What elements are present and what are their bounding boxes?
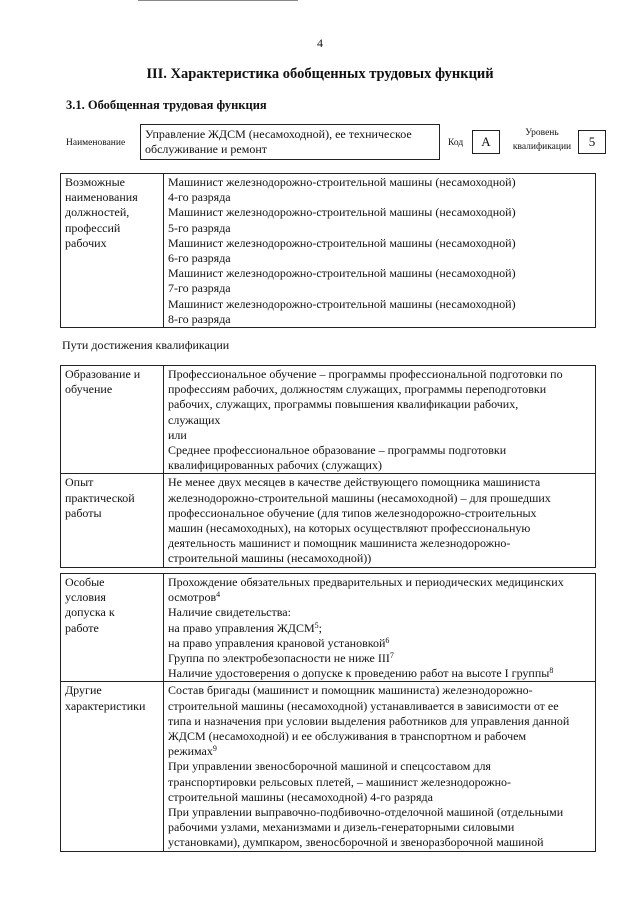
text-line: При управлении выправочно-подбивочно-отделочной машиной (отдельными — [168, 805, 564, 820]
text-line: Наличие свидетельства: — [168, 605, 291, 620]
text-line: Машинист железнодорожно-строительной машины (несамоходной) — [168, 266, 516, 281]
text-line: 4-го разряда — [168, 190, 231, 205]
label-line: характеристики — [65, 698, 146, 713]
footnote-mark: 7 — [389, 651, 394, 661]
label-line: допуска к — [65, 605, 115, 620]
code-box: А — [472, 130, 500, 154]
label-line: обучение — [65, 382, 113, 397]
text-line: профессиям рабочих, должностям служащих, программы переподготовки — [168, 382, 547, 397]
footnote-mark: 8 — [549, 666, 554, 676]
text-line: квалифицированных рабочих (служащих) — [168, 458, 382, 473]
name-label: Наименование — [66, 138, 126, 148]
level-label-line1: Уровень — [525, 128, 559, 138]
label-line: Образование и — [65, 367, 141, 381]
table-row — [61, 682, 596, 851]
label-line: наименования — [65, 190, 138, 205]
text-line: Наличие удостоверения о допуске к проведению работ на высоте I группы$^8$ — [168, 666, 554, 681]
education-label — [61, 366, 164, 474]
positions-value — [164, 174, 596, 328]
education-value — [164, 366, 596, 474]
text-line: установками), думпкаром, звеносборочной и звеноразборочной машиной — [168, 835, 544, 850]
text-line: 7-го разряда — [168, 281, 231, 296]
positions-table — [60, 173, 596, 328]
text-line: Прохождение обязательных предварительных и периодических медицинских — [168, 575, 564, 589]
text-line: Состав бригады (машинист и помощник машиниста) железнодорожно- — [168, 683, 533, 698]
text-line: Машинист железнодорожно-строительной машины (несамоходной) — [168, 205, 516, 220]
text-line: деятельность машинист и помощник машиниста железнодорожно- — [168, 536, 511, 551]
text-line: Группа по электробезопасности не ниже III$^7$ — [168, 651, 394, 666]
text-line: 5-го разряда — [168, 220, 231, 235]
text-line: строительной машины (несамоходной) устанавливается в зависимости от ее — [168, 698, 559, 713]
text-line: рабочими узлами, механизмами и дизель-генераторными силовыми — [168, 820, 515, 835]
text-line: Машинист железнодорожно-строительной машины (несамоходной) — [168, 175, 516, 189]
text-line: строительной машины (несамоходной) 4-го разряда — [168, 789, 433, 804]
label-line: работе — [65, 620, 99, 635]
text-line: 8-го разряда — [168, 311, 231, 326]
label-line: Возможные — [65, 175, 125, 189]
other-value — [164, 682, 596, 851]
footnote-mark: 9 — [212, 744, 217, 754]
text-line: режимах$^9$ — [168, 744, 217, 759]
level-label — [506, 126, 578, 154]
function-name-line2: обслуживание и ремонт — [145, 142, 267, 157]
footnote-mark: 5 — [314, 620, 319, 630]
label-line: работы — [65, 505, 102, 520]
text-line: служащих — [168, 412, 221, 427]
table-row — [61, 574, 596, 682]
text-line: транспортировки рельсовых плетей, – машинист железнодорожно- — [168, 774, 512, 789]
text-line: 6-го разряда — [168, 251, 231, 266]
text-line: строительной машины (несамоходной)) — [168, 551, 372, 566]
label-line: должностей, — [65, 205, 130, 220]
level-box: 5 — [578, 130, 606, 154]
page-title: III. Характеристика обобщенных трудовых функций — [146, 66, 494, 82]
text-line: Не менее двух месяцев в качестве действующего помощника машиниста — [168, 475, 541, 490]
other-label — [61, 682, 164, 851]
label-line: рабочих — [65, 235, 107, 250]
qualification-table — [60, 365, 596, 568]
text-line: ЖДСМ (несамоходной) и ее обслуживания в транспортном и рабочем — [168, 729, 527, 744]
footnote-mark: 6 — [385, 635, 390, 645]
conditions-table — [60, 573, 596, 852]
code-label: Код — [448, 138, 464, 148]
experience-value — [164, 474, 596, 567]
admission-label — [61, 574, 164, 682]
text-line: на право управления ЖДСМ$^5$; — [168, 620, 322, 635]
text-line: осмотров$^4$ — [168, 590, 221, 605]
table-row — [61, 474, 596, 567]
admission-value — [164, 574, 596, 682]
label-line: Другие — [65, 683, 102, 698]
label-line: профессий — [65, 220, 121, 235]
text-line: машин (несамоходных), на которых осуществляют профессиональную — [168, 521, 531, 536]
text-line: Машинист железнодорожно-строительной машины (несамоходной) — [168, 235, 516, 250]
experience-label — [61, 474, 164, 567]
text-line: или — [168, 427, 187, 442]
text-line: При управлении звеносборочной машиной и спецсоставом для — [168, 759, 491, 774]
paths-title: Пути достижения квалификации — [62, 338, 230, 352]
label-line: Особые — [65, 575, 105, 589]
table-row — [61, 174, 596, 328]
label-line: Опыт — [65, 475, 94, 490]
footnote-mark: 4 — [216, 590, 221, 600]
positions-label — [61, 174, 164, 328]
label-line: условия — [65, 590, 106, 605]
text-line: Среднее профессиональное образование – программы подготовки — [168, 443, 507, 458]
section-heading: 3.1. Обобщенная трудовая функция — [66, 98, 267, 112]
level-label-line2: квалификации — [512, 142, 572, 152]
text-line: на право управления крановой установкой$^6$ — [168, 635, 390, 650]
table-row — [61, 366, 596, 474]
text-line: железнодорожно-строительной машины (несамоходной) – для прошедших — [168, 490, 551, 505]
page-number: 4 — [317, 36, 323, 50]
text-line: рабочих, служащих, программы повышения квалификации рабочих, — [168, 397, 519, 412]
function-name-line1: Управление ЖДСМ (несамоходной), ее техническое — [145, 127, 412, 141]
top-rule — [138, 0, 298, 2]
text-line: типа и назначения при условии выделения работников для управления данной — [168, 713, 570, 728]
text-line: Профессиональное обучение – программы профессиональной подготовки по — [168, 367, 563, 381]
text-line: профессиональное обучение (для типов железнодорожно-строительных — [168, 505, 537, 520]
label-line: практической — [65, 490, 135, 505]
function-name-box — [140, 124, 440, 160]
text-line: Машинист железнодорожно-строительной машины (несамоходной) — [168, 296, 516, 311]
